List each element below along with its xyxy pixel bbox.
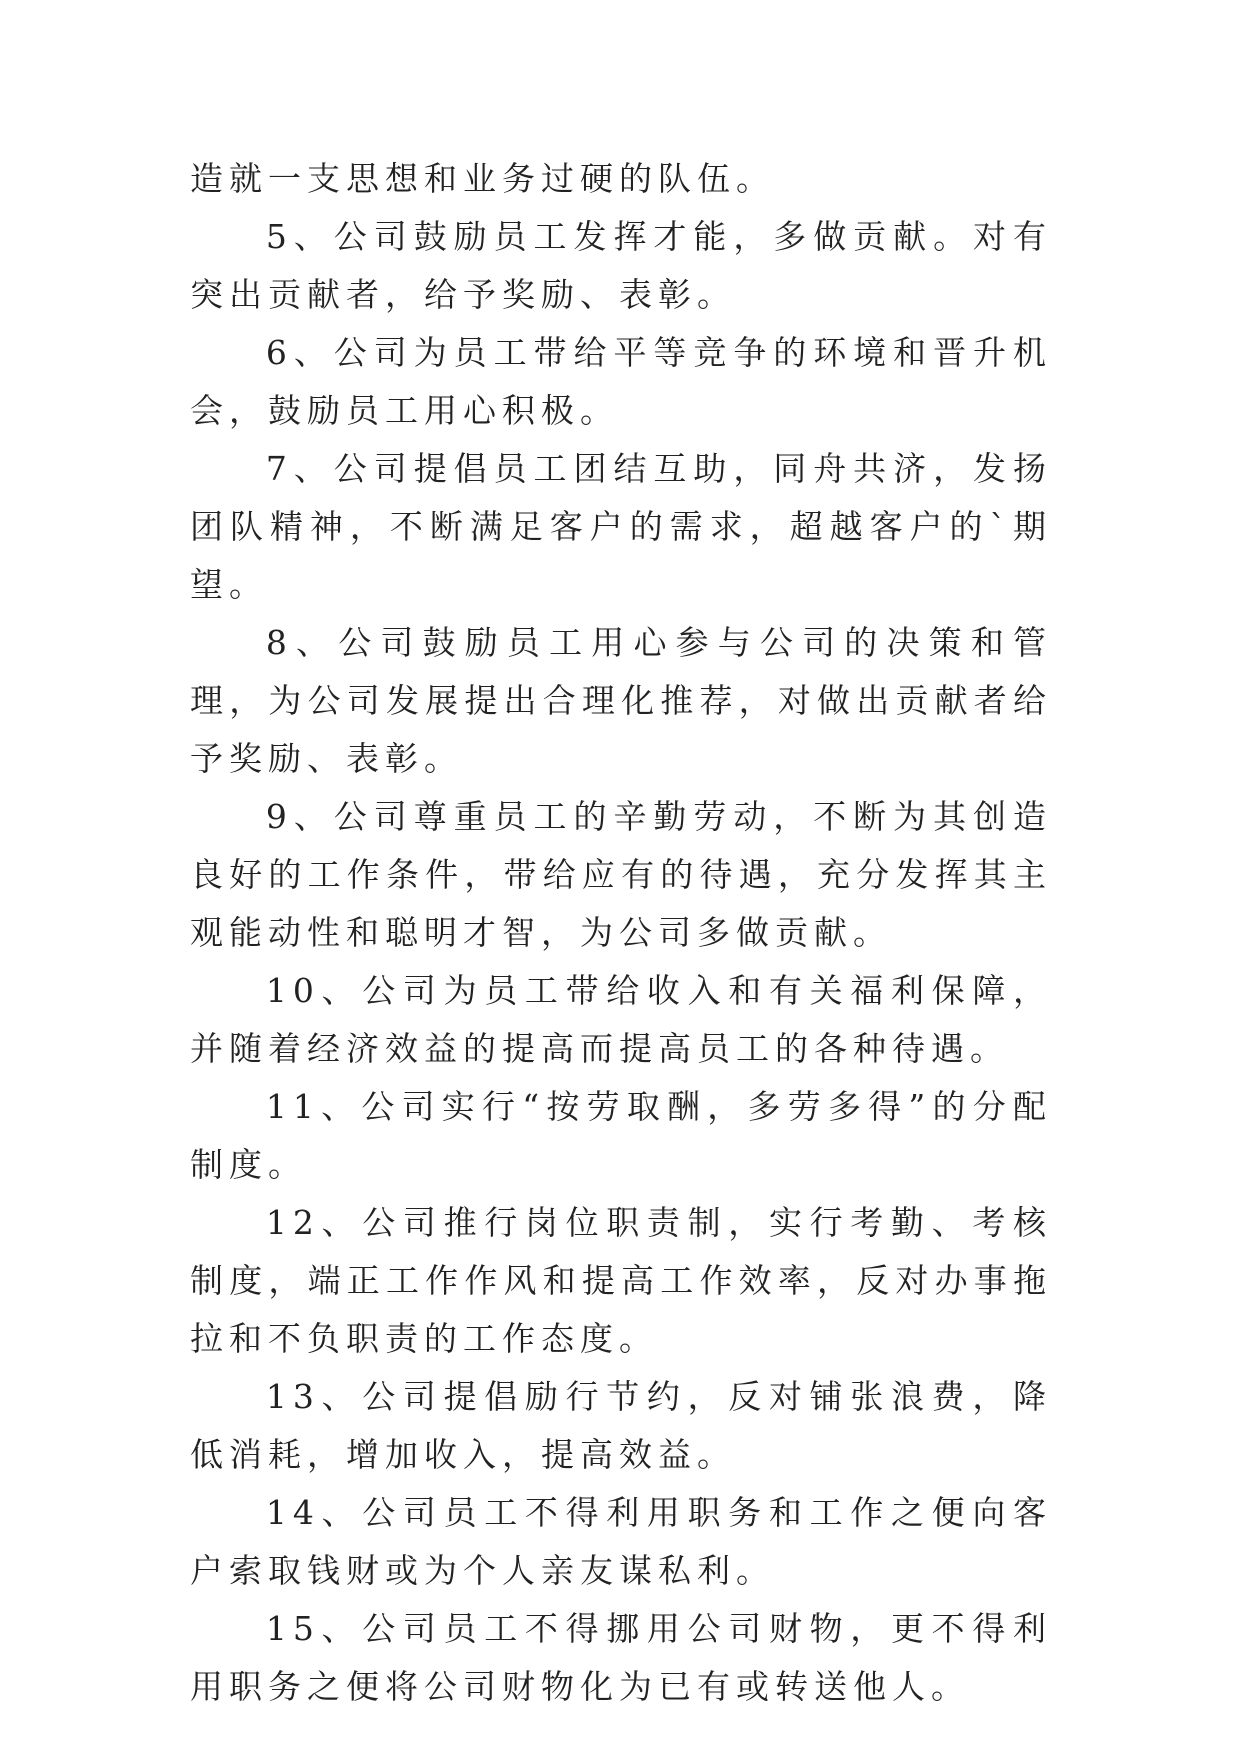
- paragraph-item-12: 12、公司推行岗位职责制，实行考勤、考核制度，端正工作作风和提高工作效率，反对办事拖拉和不负职责的工作态度。: [190, 1203, 1052, 1358]
- paragraph-item-5: 5、公司鼓励员工发挥才能，多做贡献。对有突出贡献者，给予奖励、表彰。: [190, 217, 1052, 314]
- paragraph-item-13: 13、公司提倡励行节约，反对铺张浪费，降低消耗，增加收入，提高效益。: [190, 1377, 1052, 1474]
- paragraph-item-7: 7、公司提倡员工团结互助，同舟共济，发扬团队精神，不断满足客户的需求，超越客户的`期望。: [190, 449, 1052, 604]
- paragraph-item-6: 6、公司为员工带给平等竞争的环境和晋升机会，鼓励员工用心积极。: [190, 333, 1052, 430]
- paragraph-item-9: 9、公司尊重员工的辛勤劳动，不断为其创造良好的工作条件，带给应有的待遇，充分发挥其主观能动性和聪明才智，为公司多做贡献。: [190, 797, 1052, 952]
- paragraph-item-14: 14、公司员工不得利用职务和工作之便向客户索取钱财或为个人亲友谋私利。: [190, 1493, 1052, 1590]
- paragraph-item-11: 11、公司实行“按劳取酬，多劳多得”的分配制度。: [190, 1087, 1052, 1184]
- paragraph-item-15: 15、公司员工不得挪用公司财物，更不得利用职务之便将公司财物化为已有或转送他人。: [190, 1609, 1052, 1706]
- paragraph-continuation: 造就一支思想和业务过硬的队伍。: [190, 159, 775, 198]
- paragraph-item-8: 8、公司鼓励员工用心参与公司的决策和管理，为公司发展提出合理化推荐，对做出贡献者给予奖励、表彰。: [190, 623, 1052, 778]
- paragraph-item-10: 10、公司为员工带给收入和有关福利保障，并随着经济效益的提高而提高员工的各种待遇。: [190, 971, 1052, 1068]
- document-body: [190, 150, 1052, 1716]
